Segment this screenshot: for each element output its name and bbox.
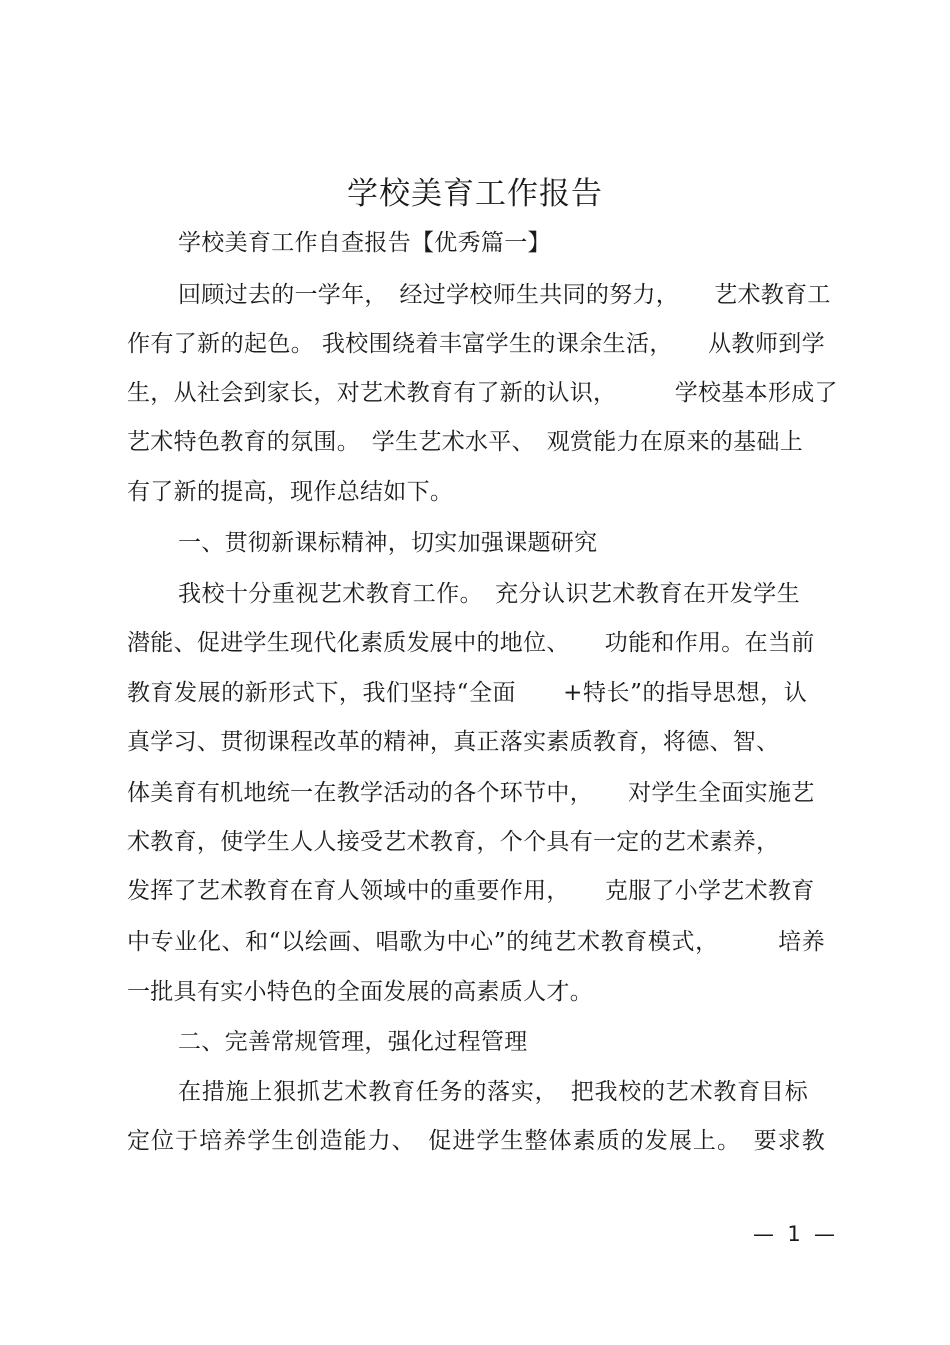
paragraph-line: 真学习、贯彻课程改革的精神，真正落实素质教育，将德、智、 <box>127 729 780 755</box>
paragraph-line: 发挥了艺术教育在育人领域中的重要作用， 克服了小学艺术教育 <box>127 878 815 904</box>
paragraph-line: 在措施上狠抓艺术教育任务的落实， 把我校的艺术教育目标 <box>178 1079 808 1105</box>
subtitle-line: 学校美育工作自查报告【优秀篇一】 <box>178 230 551 256</box>
paragraph-line: 作有了新的起色。 我校围绕着丰富学生的课余生活， 从教师到学 <box>127 331 825 357</box>
section-heading: 一、贯彻新课标精神，切实加强课题研究 <box>178 530 598 556</box>
paragraph-line: 艺术特色教育的氛围。 学生艺术水平、 观赏能力在原来的基础上 <box>127 429 803 455</box>
document-title: 学校美育工作报告 <box>347 176 603 212</box>
paragraph-line: 术教育，使学生人人接受艺术教育，个个具有一定的艺术素养， <box>127 829 780 855</box>
paragraph-line: 教育发展的新形式下，我们坚持“全面 +特长”的指导思想，认 <box>127 680 807 706</box>
paragraph-line: 生，从社会到家长，对艺术教育有了新的认识， 学校基本形成了 <box>127 380 838 406</box>
paragraph-line: 定位于培养学生创造能力、 促进学生整体素质的发展上。 要求教 <box>127 1128 825 1154</box>
paragraph-line: 有了新的提高，现作总结如下。 <box>127 479 454 505</box>
paragraph-line: 体美育有机地统一在教学活动的各个环节中， 对学生全面实施艺 <box>127 780 815 806</box>
paragraph-line: 中专业化、和“以绘画、唱歌为中心”的纯艺术教育模式， 培养 <box>127 929 825 955</box>
page-number: — 1 — <box>753 1222 836 1246</box>
section-heading: 二、完善常规管理，强化过程管理 <box>178 1029 528 1055</box>
paragraph-line: 我校十分重视艺术教育工作。 充分认识艺术教育在开发学生 <box>178 581 800 607</box>
paragraph-line: 一批具有实小特色的全面发展的高素质人才。 <box>127 979 593 1005</box>
paragraph-line: 回顾过去的一学年， 经过学校师生共同的努力， 艺术教育工 <box>178 282 831 308</box>
paragraph-line: 潜能、促进学生现代化素质发展中的地位、 功能和作用。在当前 <box>127 630 815 656</box>
